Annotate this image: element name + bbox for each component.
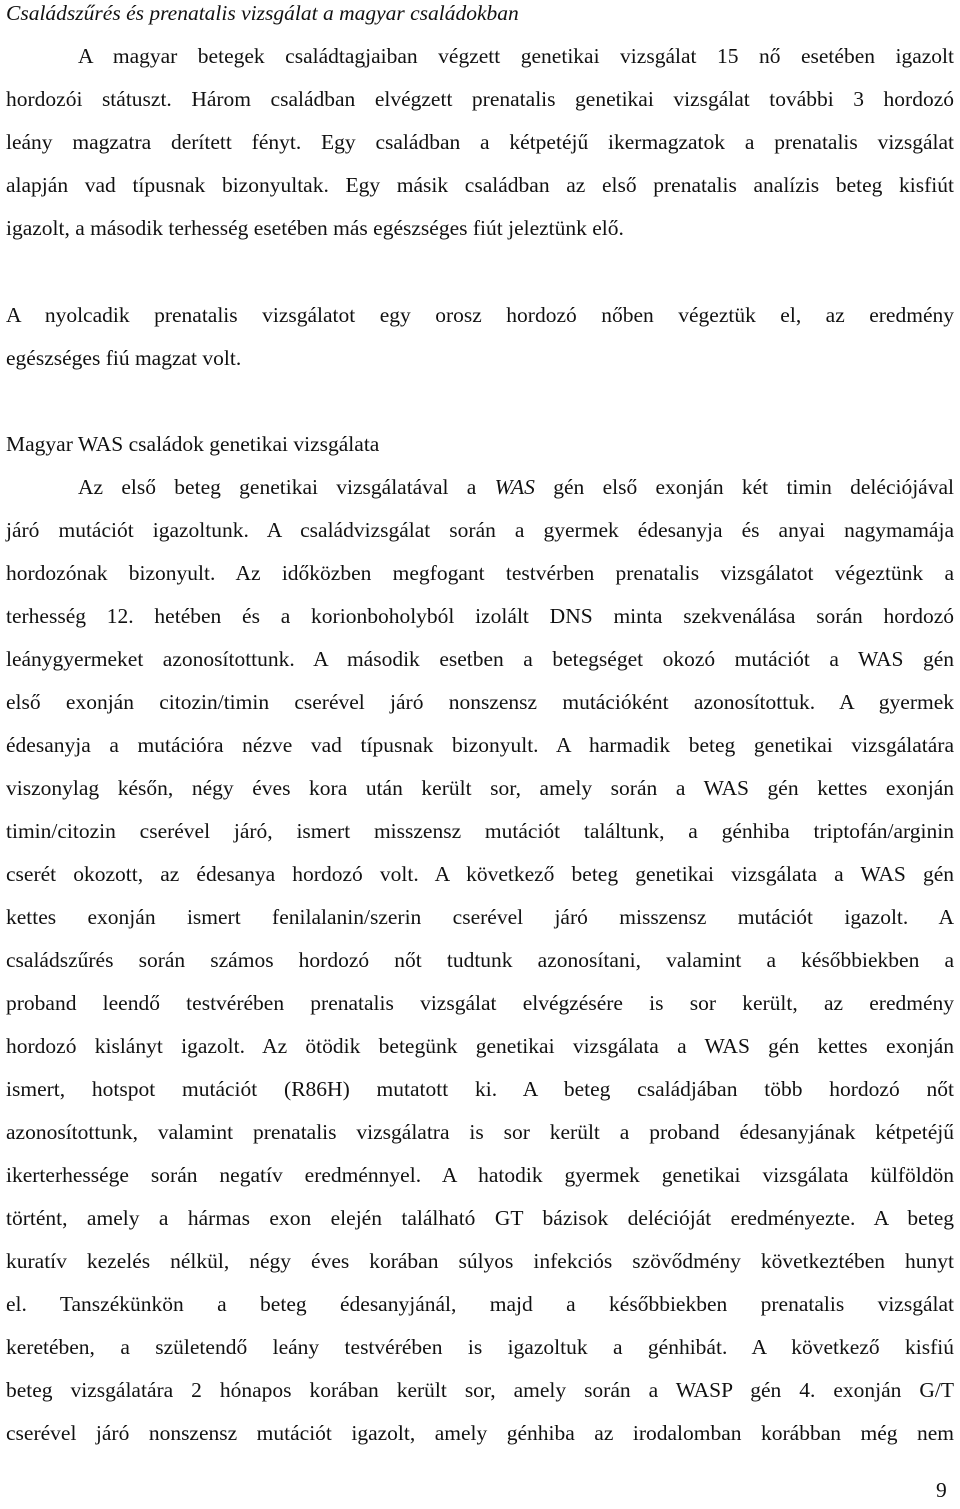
paragraph-line: igazolt, a második terhesség esetében más egészséges fiút jeleztünk elő. bbox=[6, 216, 624, 240]
paragraph-line: első exonján citozin/timin cserével járó nonszensz mutációként azonosítottuk. A gyermek bbox=[6, 690, 954, 714]
paragraph-first-line bbox=[78, 474, 954, 500]
paragraph-line: kettes exonján ismert fenilalanin/szerin cserével járó misszensz mutációt igazolt. A bbox=[6, 905, 954, 929]
paragraph-line: keretében, a születendő leány testvérében is igazoltuk a génhibát. A következő kisfiú bbox=[6, 1335, 954, 1359]
paragraph-line: A magyar betegek családtagjaiban végzett genetikai vizsgálat 15 nő esetében igazolt bbox=[78, 44, 954, 68]
gene-name-italic: WAS bbox=[494, 475, 535, 499]
paragraph-line: beteg vizsgálatára 2 hónapos korában került sor, amely során a WASP gén 4. exonján G/T bbox=[6, 1378, 954, 1402]
paragraph-line: el. Tanszékünkön a beteg édesanyjánál, majd a későbbiekben prenatalis vizsgálat bbox=[6, 1292, 954, 1316]
text-run: gén első exonján két timin deléciójával bbox=[534, 475, 954, 499]
paragraph-line: viszonylag későn, négy éves kora után került sor, amely során a WAS gén kettes exonján bbox=[6, 776, 954, 800]
paragraph-line: kuratív kezelés nélkül, négy éves korában súlyos infekciós szövődmény következtében hunyt bbox=[6, 1249, 954, 1273]
page-number: 9 bbox=[936, 1478, 947, 1502]
paragraph-line: azonosítottunk, valamint prenatalis vizsgálatra is sor került a proband édesanyjának kétpetéjű bbox=[6, 1120, 954, 1144]
section-heading-family-screening: Családszűrés és prenatalis vizsgálat a magyar családokban bbox=[6, 1, 519, 25]
paragraph-line: leány magzatra derített fényt. Egy családban a kétpetéjű ikermagzatok a prenatalis vizsgálat bbox=[6, 130, 954, 154]
text-run: Az első beteg genetikai vizsgálatával a bbox=[78, 475, 495, 499]
paragraph-line: leánygyermeket azonosítottunk. A második esetben a betegséget okozó mutációt a WAS gén bbox=[6, 647, 954, 671]
paragraph-line: A nyolcadik prenatalis vizsgálatot egy orosz hordozó nőben végeztük el, az eredmény bbox=[6, 303, 954, 327]
paragraph-line: hordozói státuszt. Három családban elvégzett prenatalis genetikai vizsgálat további 3 hordozó bbox=[6, 87, 954, 111]
paragraph-line: proband leendő testvérében prenatalis vizsgálat elvégzésére is sor került, az eredmény bbox=[6, 991, 954, 1015]
paragraph-line: egészséges fiú magzat volt. bbox=[6, 346, 242, 370]
paragraph-line: hordozónak bizonyult. Az időközben megfogant testvérben prenatalis vizsgálatot végeztünk a bbox=[6, 561, 954, 585]
paragraph-line: timin/citozin cserével járó, ismert misszensz mutációt találtunk, a génhiba triptofán/arginin bbox=[6, 819, 954, 843]
paragraph-line: cserével járó nonszensz mutációt igazolt, amely génhiba az irodalomban korábban még nem bbox=[6, 1421, 954, 1445]
paragraph-line: ikerterhessége során negatív eredménnyel. A hatodik gyermek genetikai vizsgálata külföldön bbox=[6, 1163, 954, 1187]
paragraph-line: terhesség 12. hetében és a korionboholyból izolált DNS minta szekvenálása során hordozó bbox=[6, 604, 954, 628]
paragraph-line: cserét okozott, az édesanya hordozó volt. A következő beteg genetikai vizsgálata a WAS gén bbox=[6, 862, 954, 886]
paragraph-line: családszűrés során számos hordozó nőt tudtunk azonosítani, valamint a későbbiekben a bbox=[6, 948, 954, 972]
paragraph-line: alapján vad típusnak bizonyultak. Egy másik családban az első prenatalis analízis beteg kisfiút bbox=[6, 173, 954, 197]
paragraph-line: történt, amely a hármas exon elején található GT bázisok delécióját eredményezte. A beteg bbox=[6, 1206, 954, 1230]
paragraph-line: hordozó kislányt igazolt. Az ötödik betegünk genetikai vizsgálata a WAS gén kettes exonján bbox=[6, 1034, 954, 1058]
paragraph-line: járó mutációt igazoltunk. A családvizsgálat során a gyermek édesanyja és anyai nagymamája bbox=[6, 518, 954, 542]
section-heading-was-families: Magyar WAS családok genetikai vizsgálata bbox=[6, 432, 380, 456]
paragraph-line: édesanyja a mutációra nézve vad típusnak bizonyult. A harmadik beteg genetikai vizsgálatára bbox=[6, 733, 954, 757]
paragraph-line: ismert, hotspot mutációt (R86H) mutatott ki. A beteg családjában több hordozó nőt bbox=[6, 1077, 954, 1101]
